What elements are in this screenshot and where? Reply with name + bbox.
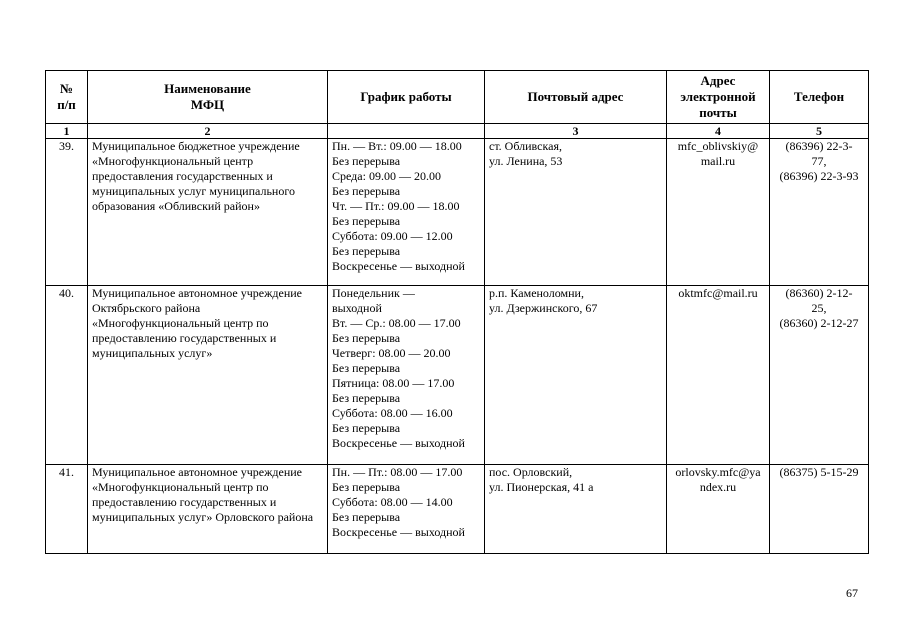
address-line: пос. Орловский, (489, 465, 573, 479)
phone-line: (86396) 22-3- (785, 139, 853, 153)
schedule-line: Понедельник — (332, 286, 415, 300)
schedule-line: Пятница: 08.00 — 17.00 (332, 376, 455, 390)
header-row (46, 71, 869, 124)
postal-address (485, 139, 667, 286)
postal-address (485, 286, 667, 465)
email-line: mail.ru (700, 154, 736, 168)
address-line: ул. Пионерская, 41 а (489, 480, 594, 494)
phone-line: (86396) 22-3-93 (779, 169, 859, 183)
email-address (667, 139, 770, 286)
schedule-line: Пн. — Вт.: 09.00 — 18.00 (332, 139, 462, 153)
row-number: 40. (46, 286, 88, 465)
email-line: mfc_oblivskiy@ (677, 139, 759, 153)
address-line: ст. Обливская, (489, 139, 562, 153)
address-line: ул. Дзержинского, 67 (489, 301, 598, 315)
table-row (46, 286, 869, 465)
schedule-line: Суббота: 08.00 — 16.00 (332, 406, 453, 420)
schedule-line: Четверг: 08.00 — 20.00 (332, 346, 451, 360)
schedule (328, 465, 485, 554)
header-name (88, 71, 328, 124)
schedule (328, 139, 485, 286)
email-line: orlovsky.mfc@ya (675, 465, 761, 479)
mfc-name (88, 286, 328, 465)
mfc-table (45, 70, 869, 554)
row-number: 41. (46, 465, 88, 554)
page-number: 67 (846, 586, 858, 600)
postal-address (485, 465, 667, 554)
header-no-line: п/п (57, 97, 76, 112)
phone-line: (86360) 2-12-27 (779, 316, 859, 330)
schedule-line: Воскресенье — выходной (332, 436, 465, 450)
schedule-line: Суббота: 08.00 — 14.00 (332, 495, 453, 509)
phone-number (770, 139, 869, 286)
schedule-line: Вт. — Ср.: 08.00 — 17.00 (332, 316, 461, 330)
column-number: 4 (667, 124, 770, 139)
header-schedule: График работы (328, 71, 485, 124)
header-email-line: почты (699, 105, 737, 120)
schedule (328, 286, 485, 465)
schedule-line: Без перерыва (332, 361, 401, 375)
header-no-line: № (59, 81, 74, 96)
header-email-line: Адрес (700, 73, 736, 88)
header-phone: Телефон (770, 71, 869, 124)
schedule-line: Суббота: 09.00 — 12.00 (332, 229, 453, 243)
table-row (46, 465, 869, 554)
address-line: р.п. Каменоломни, (489, 286, 584, 300)
schedule-line: Без перерыва (332, 244, 401, 258)
schedule-line: выходной (332, 301, 382, 315)
phone-line: (86375) 5-15-29 (779, 465, 859, 479)
phone-number (770, 286, 869, 465)
schedule-line: Без перерыва (332, 421, 401, 435)
column-number-row (46, 124, 869, 139)
schedule-line: Без перерыва (332, 391, 401, 405)
email-line: oktmfc@mail.ru (678, 286, 758, 300)
schedule-line: Без перерыва (332, 331, 401, 345)
schedule-line: Среда: 09.00 — 20.00 (332, 169, 441, 183)
email-address (667, 465, 770, 554)
header-name-line: МФЦ (190, 97, 225, 112)
header-email (667, 71, 770, 124)
phone-number (770, 465, 869, 554)
column-number: 5 (770, 124, 869, 139)
mfc-name (88, 139, 328, 286)
schedule-line: Без перерыва (332, 510, 401, 524)
column-number (328, 124, 485, 139)
row-number: 39. (46, 139, 88, 286)
table-row (46, 139, 869, 286)
schedule-line: Без перерыва (332, 480, 401, 494)
schedule-line: Без перерыва (332, 154, 401, 168)
email-line: ndex.ru (699, 480, 737, 494)
schedule-line: Пн. — Пт.: 08.00 — 17.00 (332, 465, 463, 479)
phone-line: (86360) 2-12- (785, 286, 853, 300)
mfc-name-text: Муниципальное автономное учреждение «Многофункциональный центр по предоставлению государственных и муниципальных услуг» Орловского района (92, 465, 314, 524)
column-number: 3 (485, 124, 667, 139)
header-no (46, 71, 88, 124)
address-line: ул. Ленина, 53 (489, 154, 563, 168)
column-number: 2 (88, 124, 328, 139)
header-address: Почтовый адрес (485, 71, 667, 124)
phone-line: 25, (811, 301, 827, 315)
column-number: 1 (46, 124, 88, 139)
schedule-line: Без перерыва (332, 184, 401, 198)
schedule-line: Чт. — Пт.: 09.00 — 18.00 (332, 199, 460, 213)
phone-line: 77, (811, 154, 827, 168)
email-address (667, 286, 770, 465)
schedule-line: Без перерыва (332, 214, 401, 228)
mfc-name (88, 465, 328, 554)
mfc-name-text: Муниципальное бюджетное учреждение «Многофункциональный центр предоставления государственных и муниципальных услуг муниципального образования «Обливский район» (92, 139, 300, 213)
mfc-name-text: Муниципальное автономное учреждение Октябрьского района «Многофункциональный центр по предоставлению государственных и муниципальных услуг» (92, 286, 302, 360)
schedule-line: Воскресенье — выходной (332, 259, 465, 273)
header-name-line: Наименование (164, 81, 251, 96)
schedule-line: Воскресенье — выходной (332, 525, 465, 539)
header-email-line: электронной (680, 89, 756, 104)
